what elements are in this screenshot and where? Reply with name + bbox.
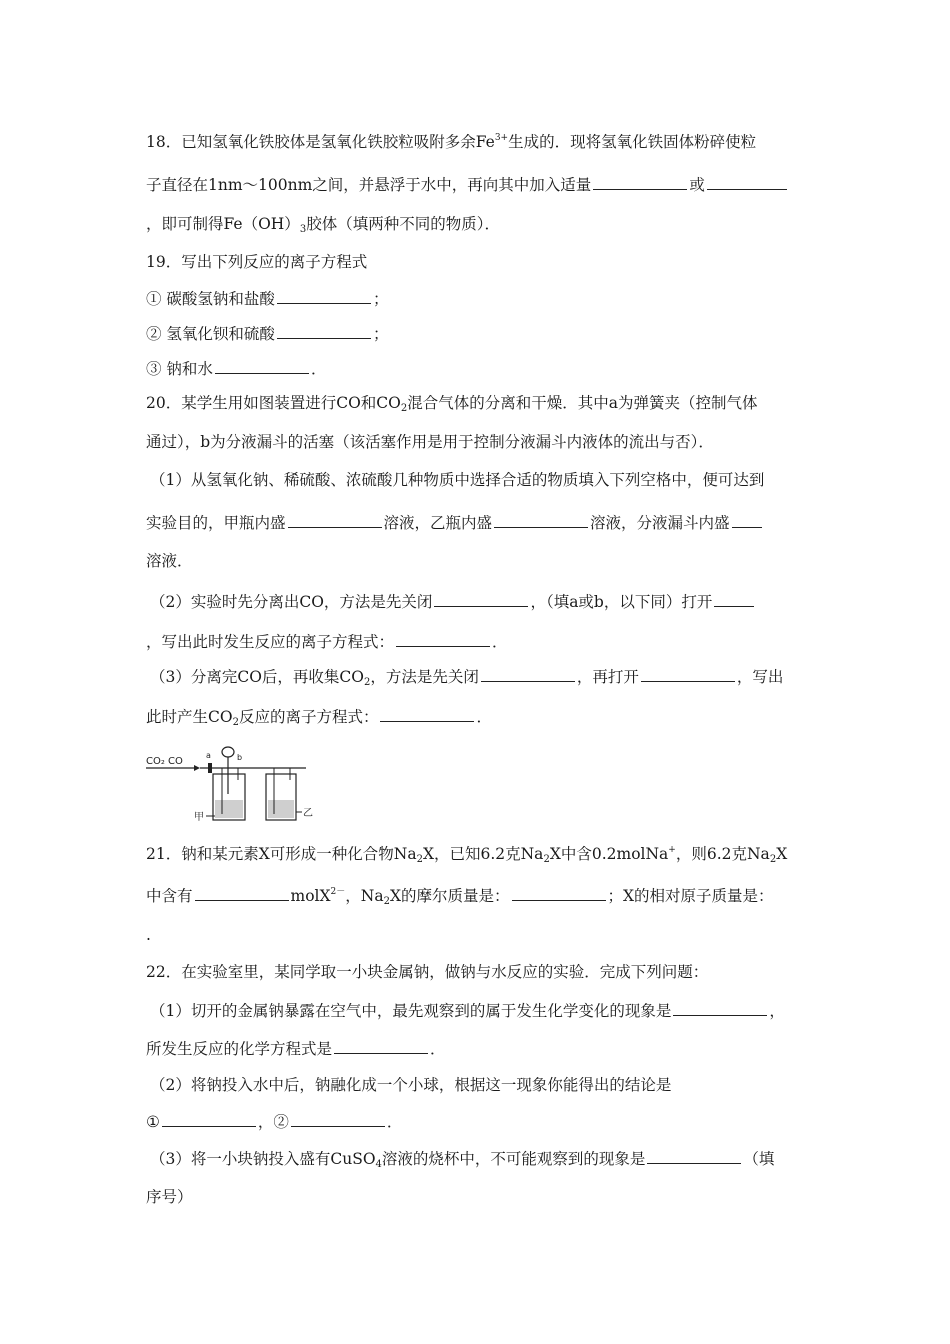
answer-blank[interactable]	[434, 590, 528, 607]
answer-blank[interactable]	[714, 590, 754, 607]
stopcock-label-b: b	[237, 753, 243, 762]
q22-part3-line-2: 序号）	[146, 1188, 193, 1206]
q18-line-1: 18．已知氢氧化铁胶体是氢氧化铁胶粒吸附多余$Fe^{3+}$生成的．现将氢氧化铁固体粉碎使粒	[146, 133, 757, 151]
q22-part1-line-2: 所发生反应的化学方程式是 ．	[146, 1037, 446, 1060]
q20-line-2: 通过），b为分液漏斗的活塞（该活塞作用是用于控制分液漏斗内液体的流出与否）．	[146, 433, 714, 451]
gas-separation-apparatus-figure	[146, 744, 316, 824]
answer-blank[interactable]	[195, 884, 289, 901]
q20-part2-line-2: ，写出此时发生反应的离子方程式： ．	[146, 630, 508, 653]
bottle-label-jia: 甲	[194, 812, 204, 823]
answer-blank[interactable]	[291, 1110, 385, 1127]
spring-clamp-a	[208, 763, 212, 773]
bottle-jia-liquid	[215, 800, 243, 818]
q22-part2-line-2: ① ，② ．	[146, 1110, 402, 1133]
answer-blank[interactable]	[512, 884, 606, 901]
q20-part2-line-1: （2）实验时先分离出CO，方法是先关闭 ，（填a或b，以下同）打开	[150, 590, 756, 613]
q20-part3-line-2: 此时产生$CO_2$反应的离子方程式： ．	[146, 705, 492, 728]
q20-part1-line-3: 溶液．	[146, 552, 193, 570]
inlet-arrow-head	[194, 765, 200, 771]
bottle-label-yi: 乙	[303, 808, 313, 819]
answer-blank[interactable]	[288, 511, 382, 528]
q19-item-3: ③ 钠和水 ．	[146, 357, 326, 380]
q22-title: 22．在实验室里，某同学取一小块金属钠，做钠与水反应的实验．完成下列问题：	[146, 963, 709, 981]
answer-blank[interactable]	[481, 665, 575, 682]
figure-gas-label: CO₂ CO	[146, 756, 183, 767]
clamp-label-a: a	[206, 751, 211, 760]
q20-line-1: 20．某学生用如图装置进行CO和$CO_2$混合气体的分离和干燥．其中a为弹簧夹（控制气体	[146, 394, 758, 414]
answer-blank[interactable]	[162, 1110, 256, 1127]
answer-blank[interactable]	[277, 287, 371, 304]
q22-part2-line-1: （2）将钠投入水中后，钠融化成一个小球，根据这一现象你能得出的结论是	[150, 1076, 672, 1094]
answer-blank[interactable]	[593, 173, 687, 190]
q19-item-2: ② 氢氧化钡和硫酸 ；	[146, 322, 388, 345]
answer-blank[interactable]	[707, 173, 787, 190]
answer-blank[interactable]	[673, 999, 767, 1016]
q19-title: 19．写出下列反应的离子方程式	[146, 253, 368, 271]
q20-part1-line-2: 实验目的，甲瓶内盛 溶液，乙瓶内盛 溶液，分液漏斗内盛	[146, 511, 764, 534]
q21-line-1: 21．钠和某元素X可形成一种化合物$Na_2X$，已知6.2克$Na_2X$中含0.2molNa+，则6.2克$Na_2X$	[146, 845, 788, 865]
q18-line-3: ，即可制得$Fe(OH)_3$胶体（填两种不同的物质）．	[146, 215, 500, 235]
answer-blank[interactable]	[396, 630, 490, 647]
q22-part3-line-1: （3）将一小块钠投入盛有CuSO$_4$溶液的烧杯中，不可能观察到的现象是 （填	[150, 1147, 774, 1170]
q20-part1-line-1: （1）从氢氧化钠、稀硫酸、浓硫酸几种物质中选择合适的物质填入下列空格中，便可达到	[150, 471, 765, 489]
q18-line-2: 子直径在1nm～100nm之间，并悬浮于水中，再向其中加入适量 或	[146, 173, 789, 196]
answer-blank[interactable]	[277, 322, 371, 339]
answer-blank[interactable]	[215, 357, 309, 374]
answer-blank[interactable]	[647, 1147, 741, 1164]
answer-blank[interactable]	[641, 665, 735, 682]
separatory-funnel	[222, 747, 234, 757]
q21-line-3: .	[146, 926, 151, 944]
answer-blank[interactable]	[380, 705, 474, 722]
q21-line-2: 中含有 molX$^{2-}$，$Na_2X$的摩尔质量是： ；X的相对原子质量是：	[146, 884, 774, 907]
q22-part1-line-1: （1）切开的金属钠暴露在空气中，最先观察到的属于发生化学变化的现象是 ，	[150, 999, 785, 1022]
answer-blank[interactable]	[494, 511, 588, 528]
answer-blank[interactable]	[732, 511, 762, 528]
q20-part3-line-1: （3）分离完CO后，再收集$CO_2$，方法是先关闭 ，再打开 ，写出	[150, 665, 783, 688]
q19-item-1: ① 碳酸氢钠和盐酸 ；	[146, 287, 388, 310]
answer-blank[interactable]	[334, 1037, 428, 1054]
bottle-yi-liquid	[268, 800, 294, 818]
